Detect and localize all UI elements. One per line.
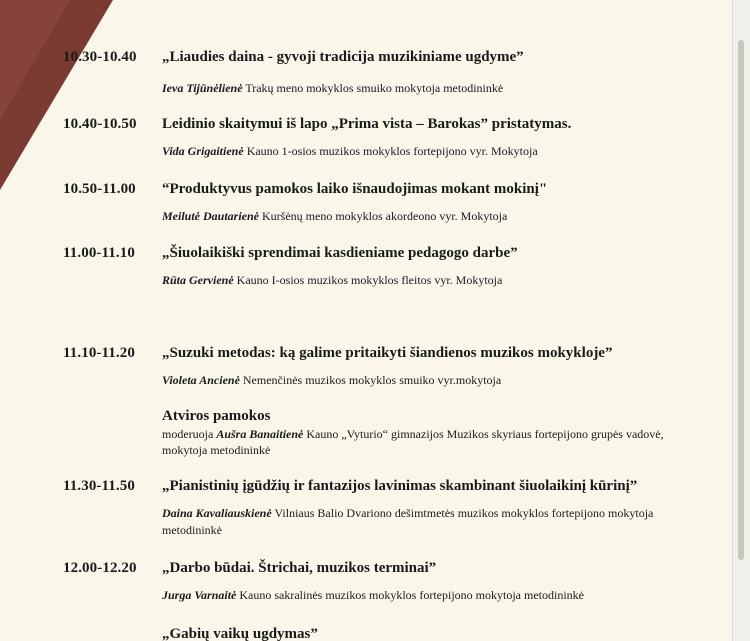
session-speaker (162, 587, 707, 604)
open-lessons-heading: Atviros pamokos (162, 408, 271, 424)
moderator-details: Kauno „Vyturio“ gimnazijos Muzikos skyriaus fortepijono grupės vadovė, mokytoja metodininkė (162, 427, 664, 457)
scrollbar-thumb[interactable] (738, 40, 744, 560)
session-title: Leidinio skaitymui iš lapo „Prima vista – Barokas” pristatymas. (162, 116, 572, 132)
moderator-name: Aušra Banaitienė (216, 427, 304, 441)
session-time: 11.30-11.50 (63, 478, 135, 494)
session-time: 10.40-10.50 (63, 116, 137, 132)
moderator-prefix: moderuoja (162, 427, 217, 441)
speaker-role: Trakų meno mokyklos smuiko mokytoja metodininkė (242, 81, 504, 95)
session-speaker (162, 80, 707, 97)
session-speaker (162, 505, 707, 539)
speaker-name: Violeta Ancienė (162, 373, 240, 387)
speaker-role: Vilniaus Balio Dvariono dešimtmetės muzikos mokyklos fortepijono mokytoja metodininkė (162, 506, 654, 537)
speaker-role: Kauno I-osios muzikos mokyklos fleitos vyr. Mokytoja (233, 273, 503, 287)
session-speaker (162, 372, 707, 389)
session-title: „Pianistinių įgūdžių ir fantazijos lavinimas skambinant šiuolaikinį kūrinį” (162, 478, 638, 494)
session-time: 11.10-11.20 (63, 345, 135, 361)
corner-decoration (0, 0, 120, 641)
session-title: „Gabių vaikų ugdymas” (162, 626, 318, 641)
speaker-role: Kauno 1-osios muzikos mokyklos fortepijono vyr. Mokytoja (243, 144, 538, 158)
speaker-role: Kuršėnų meno mokyklos akordeono vyr. Mokytoja (259, 209, 508, 223)
session-speaker (162, 272, 707, 289)
speaker-name: Jurga Varnaitė (162, 588, 237, 602)
session-speaker (162, 143, 707, 160)
session-title: „Šiuolaikiški sprendimai kasdieniame pedagogo darbe” (162, 245, 518, 261)
session-time: 10.30-10.40 (63, 49, 137, 65)
speaker-name: Meilutė Dautarienė (162, 209, 260, 223)
session-time: 12.00-12.20 (63, 560, 137, 576)
open-lessons-moderator (162, 426, 682, 458)
speaker-name: Rūta Gervienė (162, 273, 234, 287)
speaker-name: Daina Kavaliauskienė (162, 506, 272, 520)
session-time: 11.00-11.10 (63, 245, 135, 261)
speaker-name: Ieva Tijūnėlienė (162, 81, 243, 95)
speaker-role: Kauno sakralinės muzikos mokyklos fortepijono mokytoja metodininkė (236, 588, 584, 602)
session-title: „Liaudies daina - gyvoji tradicija muzikiniame ugdyme” (162, 49, 524, 65)
session-time: 10.50-11.00 (63, 181, 136, 197)
session-title: “Produktyvus pamokos laiko išnaudojimas mokant mokinį" (162, 181, 548, 197)
speaker-name: Vida Grigaitienė (162, 144, 244, 158)
session-title: „Suzuki metodas: ką galime pritaikyti šiandienos muzikos mokykloje” (162, 345, 613, 361)
session-title: „Darbo būdai. Štrichai, muzikos terminai” (162, 560, 437, 576)
session-speaker (162, 208, 707, 225)
speaker-role: Nemenčinės muzikos mokyklos smuiko vyr.mokytoja (239, 373, 502, 387)
